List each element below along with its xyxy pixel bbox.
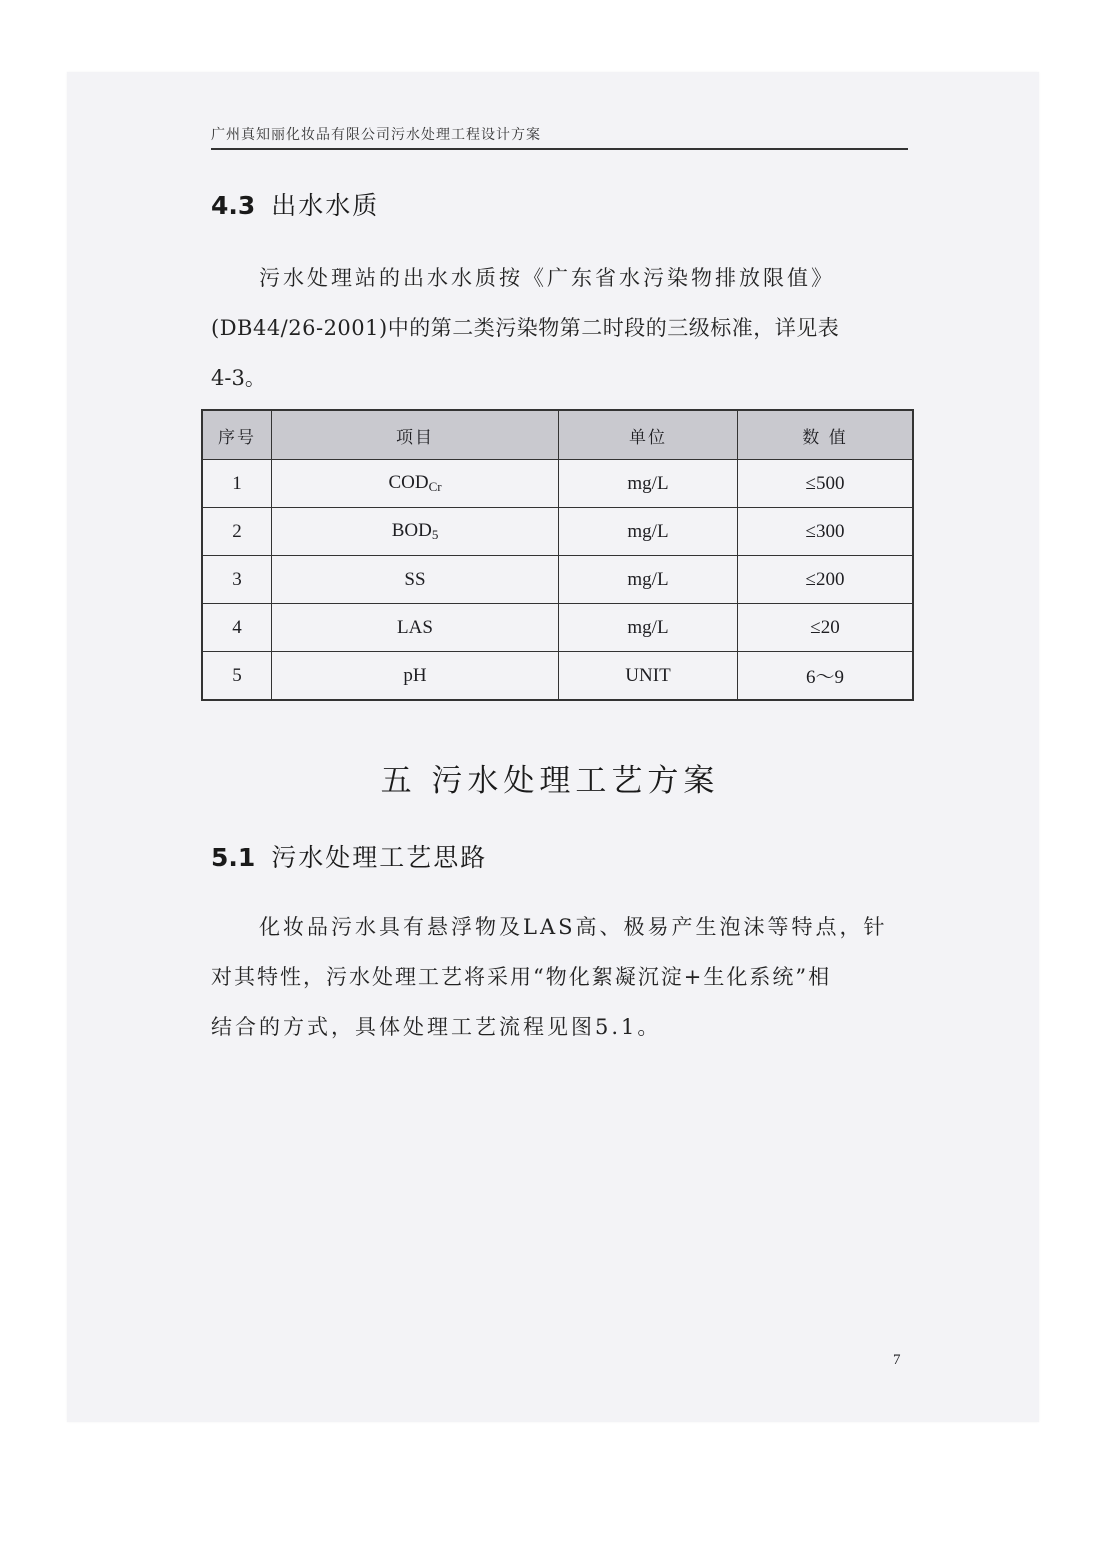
table-header-row (202, 410, 913, 460)
paragraph-effluent-quality (211, 253, 908, 403)
running-header: 广州真知丽化妆品有限公司污水处理工程设计方案 (211, 124, 908, 150)
paragraph-line: 对其特性，污水处理工艺将采用“物化絮凝沉淀+生化系统”相 (211, 965, 832, 989)
cell-no: 2 (202, 508, 272, 556)
table-row (202, 652, 913, 701)
table-row (202, 508, 913, 556)
cell-unit: mg/L (559, 604, 738, 652)
paragraph-line: 4-3。 (211, 366, 266, 390)
section-heading-4-3 (211, 186, 379, 222)
section-title: 出水水质 (271, 191, 380, 220)
section-title: 污水处理工艺思路 (271, 843, 488, 872)
cell-unit: mg/L (559, 460, 738, 508)
col-header-no: 序号 (202, 410, 272, 460)
table-row (202, 460, 913, 508)
cell-item: $COD_{Cr}$ (272, 460, 559, 508)
cell-value: ≤500 (738, 460, 914, 508)
cell-item: SS (272, 556, 559, 604)
section-number: 4.3 (211, 191, 256, 220)
paragraph-process-idea (211, 902, 908, 1052)
section-number: 5.1 (211, 843, 256, 872)
cell-value: ≤20 (738, 604, 914, 652)
page-number: 7 (893, 1352, 901, 1368)
cell-value: ≤300 (738, 508, 914, 556)
cell-value: ≤200 (738, 556, 914, 604)
cell-no: 5 (202, 652, 272, 701)
paragraph-line: 化妆品污水具有悬浮物及LAS高、极易产生泡沫等特点，针 (259, 915, 888, 939)
cell-no: 4 (202, 604, 272, 652)
cell-unit: mg/L (559, 556, 738, 604)
paragraph-line: 污水处理站的出水水质按《广东省水污染物排放限值》 (259, 266, 835, 290)
table-row (202, 604, 913, 652)
cell-value: 6～9 (738, 652, 914, 701)
paragraph-line: 结合的方式，具体处理工艺流程见图5.1。 (211, 1015, 662, 1039)
paragraph-line: (DB44/26-2001)中的第二类污染物第二时段的三级标准，详见表 (211, 316, 840, 340)
cell-item: LAS (272, 604, 559, 652)
cell-unit: UNIT (559, 652, 738, 701)
section-heading-5-1 (211, 838, 487, 874)
cell-unit: mg/L (559, 508, 738, 556)
cell-item: pH (272, 652, 559, 701)
cell-item: $BOD_5$ (272, 508, 559, 556)
col-header-value: 数 值 (738, 410, 914, 460)
table-row (202, 556, 913, 604)
effluent-standards-table (201, 409, 914, 701)
col-header-unit: 单位 (559, 410, 738, 460)
col-header-item: 项目 (272, 410, 559, 460)
cell-no: 3 (202, 556, 272, 604)
cell-no: 1 (202, 460, 272, 508)
chapter-title: 五 污水处理工艺方案 (380, 763, 720, 799)
